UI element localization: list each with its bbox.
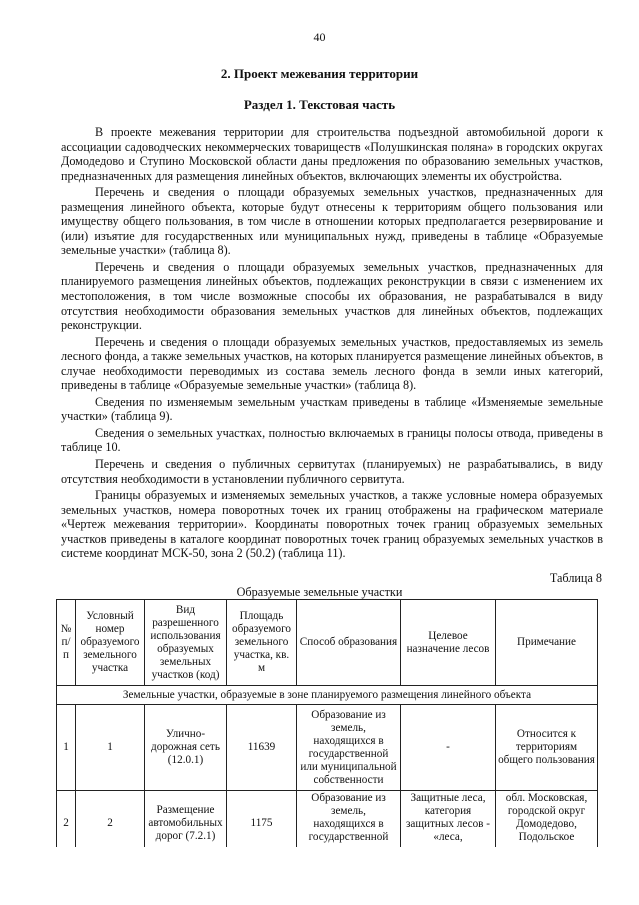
table-header-cell: Целевое назначение лесов: [401, 600, 496, 686]
paragraph: Перечень и сведения о площади образуемых земельных участков, предназначенных для размещения линейного объекта, которые будут отнесены к территориям общего пользования или имуществу общего пользования, в том числе в отношении которых предполагается резервирование и (или) изъятие для государственных или муниципальных нужд, приведены в таблице «Образуемые земельные участки» (таблица 8).: [61, 185, 603, 258]
table-cell: 2: [57, 791, 76, 857]
table-cell: 1: [76, 705, 145, 791]
table-cell: 11639: [227, 705, 297, 791]
page-number: 40: [313, 30, 326, 44]
table-cell: Улично-дорожная сеть (12.0.1): [145, 705, 227, 791]
section-heading: 2. Проект межевания территории: [220, 66, 419, 81]
paragraph: Перечень и сведения о площади образуемых земельных участков, предоставляемых из земель лесного фонда, а также земельных участков, на которых планируется размещение линейных объектов, в случае необходимости переводимых из состава земель лесного фонда в земли иных категорий, приведены в таблице «Образуемые земельные участки» (таблица 8).: [61, 334, 603, 393]
table-header-cell: № п/п: [57, 600, 76, 686]
land-plots-table: [56, 599, 598, 857]
table-cell: Относится к территориям общего пользования: [496, 705, 598, 791]
table-section-cell: Земельные участки, образуемые в зоне планируемого размещения линейного объекта: [57, 686, 598, 705]
table-header-cell: Площадь образуемого земельного участка, кв. м: [227, 600, 297, 686]
table-cell: 2: [76, 791, 145, 857]
paragraph: Перечень и сведения о площади образуемых земельных участков, предназначенных для планируемого размещения линейных объектов, подлежащих реконструкции в связи с изменением их местоположения, в том числе возможные способы их образования, не разрабатывался в виду отсутствия необходимости образования земельных участков для линейных объектов, подлежащих реконструкции.: [61, 259, 603, 333]
table-cell: 1175: [227, 791, 297, 857]
table-cell: 1: [57, 705, 76, 791]
subsection-heading: Раздел 1. Текстовая часть: [243, 97, 396, 112]
table-cell: обл. Московская, городской округ Домодедово, Подольское: [496, 791, 598, 857]
table-caption: Образуемые земельные участки: [236, 585, 403, 599]
table-header-cell: Примечание: [496, 600, 598, 686]
table-number: Таблица 8: [549, 571, 602, 585]
table-header-row: [57, 600, 598, 686]
table-header-cell: Вид разрешенного использования образуемых земельных участков (код): [145, 600, 227, 686]
table-cell: -: [401, 705, 496, 791]
table-cell: Защитные леса, категория защитных лесов - «леса,: [401, 791, 496, 857]
paragraph: Сведения по изменяемым земельным участкам приведены в таблице «Изменяемые земельные участки» (таблица 9).: [61, 394, 603, 424]
table-cell: Образование из земель, находящихся в государственной: [297, 791, 401, 857]
table-header-cell: Способ образования: [297, 600, 401, 686]
table-section-row: [57, 686, 598, 705]
paragraph: В проекте межевания территории для строительства подъездной автомобильной дороги к ассоциации садоводческих некоммерческих товариществ «Полушкинская поляна» в городских округах Домодедово и Ступино Московской области даны предложения по образованию земельных участков, предназначенных для размещения линейных объектов, включающих элементы их обустройства.: [61, 125, 603, 183]
table-cell: Размещение автомобильных дорог (7.2.1): [145, 791, 227, 857]
table-cell: Образование из земель, находящихся в государственной или муниципальной собственности: [297, 705, 401, 791]
page-bottom-margin: [0, 847, 639, 905]
table-row: [57, 705, 598, 791]
paragraph: Сведения о земельных участках, полностью включаемых в границы полосы отвода, приведены в таблице 10.: [61, 425, 603, 455]
table-header-cell: Условный номер образуемого земельного участка: [76, 600, 145, 686]
text-body: [61, 125, 603, 563]
paragraph: Перечень и сведения о публичных сервитутах (планируемых) не разрабатывались, в виду отсутствия необходимости в установлении публичного сервитута.: [61, 457, 603, 486]
paragraph: Границы образуемых и изменяемых земельных участков, а также условные номера образуемых земельных участков, номера поворотных точек их границ отображены на графическом материале «Чертеж межевания территории». Координаты поворотных точек границ образуемых земельных участков приведены в каталоге координат поворотных точек границ образуемых земельных участков в системе координат МСК-50, зона 2 (50.2) (таблица 11).: [61, 488, 603, 561]
